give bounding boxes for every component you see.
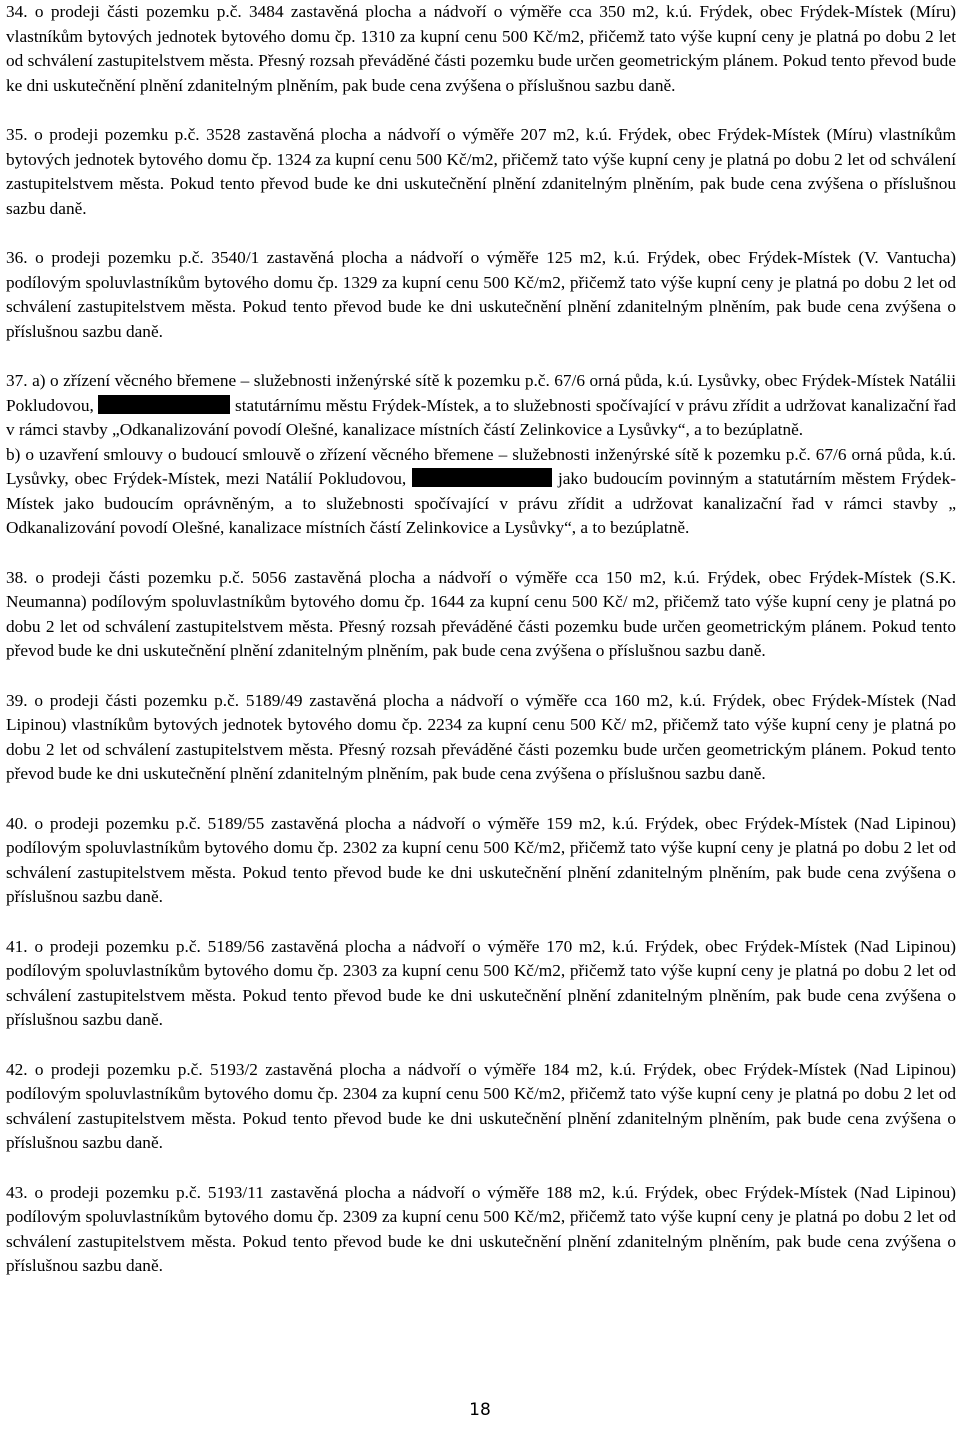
item-number: 35. xyxy=(6,124,28,144)
item-text: o prodeji pozemku p.č. 5193/11 zastavěná plocha a nádvoří o výměře 188 m2, k.ú. Frýdek, obec Frýdek-Místek (Nad Lipinou) podílovým spoluvlastníkům bytového domu čp. 2309 za kupní cenu 500 Kč/m2, přičemž tato výše kupní ceny je platná po dobu 2 let od schválení zastupitelstvem města. Pokud tento převod bude ke dni uskutečnění plnění zdanitelným plněním, pak bude cena zvýšena o příslušnou sazbu daně. xyxy=(6,1182,956,1276)
resolution-item-41 xyxy=(6,935,956,1033)
resolution-item-39 xyxy=(6,689,956,787)
redacted-block xyxy=(98,395,230,414)
item-paragraph xyxy=(6,0,956,98)
item-paragraph xyxy=(6,1058,956,1156)
item-text: o prodeji pozemku p.č. 5189/55 zastavěná plocha a nádvoří o výměře 159 m2, k.ú. Frýdek, obec Frýdek-Místek (Nad Lipinou) podílovým spoluvlastníkům bytového domu čp. 2302 za kupní cenu 500 Kč/m2, přičemž tato výše kupní ceny je platná po dobu 2 let od schválení zastupitelstvem města. Pokud tento převod bude ke dni uskutečnění plnění zdanitelným plněním, pak bude cena zvýšena o příslušnou sazbu daně. xyxy=(6,813,956,907)
item-37-part-b xyxy=(6,443,956,541)
item-paragraph xyxy=(6,935,956,1033)
item-paragraph xyxy=(6,246,956,344)
item-text: statutárnímu městu Frýdek-Místek, a to služebnosti spočívající v právu zřídit a udržovat kanalizační řad v rámci stavby „Odkanalizování povodí Olešné, kanalizace místních částí Zelinkovice a Lysůvky“, a to bezúplatně. xyxy=(6,395,956,440)
resolution-item-35 xyxy=(6,123,956,221)
item-text: o prodeji pozemku p.č. 3528 zastavěná plocha a nádvoří o výměře 207 m2, k.ú. Frýdek, obec Frýdek-Místek (Míru) vlastníkům bytových jednotek bytového domu čp. 1324 za kupní cenu 500 Kč/m2, přičemž tato výše kupní ceny je platná po dobu 2 let od schválení zastupitelstvem města. Pokud tento převod bude ke dni uskutečnění plnění zdanitelným plněním, pak bude cena zvýšena o příslušnou sazbu daně. xyxy=(6,124,956,218)
item-37-part-a xyxy=(6,369,956,443)
item-number: 36. xyxy=(6,247,28,267)
item-text: o prodeji části pozemku p.č. 3484 zastavěná plocha a nádvoří o výměře cca 350 m2, k.ú. Frýdek, obec Frýdek-Místek (Míru) vlastníkům bytových jednotek bytového domu čp. 1310 za kupní cenu 500 Kč/m2, přičemž tato výše kupní ceny je platná po dobu 2 let od schválení zastupitelstvem města. Přesný rozsah převáděné části pozemku bude určen geometrickým plánem. Pokud tento převod bude ke dni uskutečnění plnění zdanitelným plněním, pak bude cena zvýšena o příslušnou sazbu daně. xyxy=(6,2,956,95)
item-text: o prodeji pozemku p.č. 3540/1 zastavěná plocha a nádvoří o výměře 125 m2, k.ú. Frýdek, obec Frýdek-Místek (V. Vantucha) podílovým spoluvlastníkům bytového domu čp. 1329 za kupní cenu 500 Kč/m2, přičemž tato výše kupní ceny je platná po dobu 2 let od schválení zastupitelstvem města. Pokud tento převod bude ke dni uskutečnění plnění zdanitelným plněním, pak bude cena zvýšena o příslušnou sazbu daně. xyxy=(6,247,956,341)
item-text: o prodeji části pozemku p.č. 5056 zastavěná plocha a nádvoří o výměře cca 150 m2, k.ú. Frýdek, obec Frýdek-Místek (S.K. Neumanna) podílovým spoluvlastníkům bytového domu čp. 1644 za kupní cenu 500 Kč/ m2, přičemž tato výše kupní ceny je platná po dobu 2 let od schválení zastupitelstvem města. Přesný rozsah převáděné části pozemku bude určen geometrickým plánem. Pokud tento převod bude ke dni uskutečnění plnění zdanitelným plněním, pak bude cena zvýšena o příslušnou sazbu daně. xyxy=(6,567,956,661)
item-text: a) o zřízení věcného břemene – služebnosti inženýrské sítě k pozemku p.č. 67/6 orná půda, k.ú. Lysůvky, obec Frýdek-Místek Natálii Pokludovou, xyxy=(6,370,957,415)
item-paragraph xyxy=(6,1181,956,1279)
item-number: 43. xyxy=(6,1182,28,1202)
item-paragraph xyxy=(6,123,956,221)
resolution-item-38 xyxy=(6,566,956,664)
redacted-block xyxy=(412,468,552,487)
item-number: 34. xyxy=(6,2,28,21)
resolution-item-34 xyxy=(6,0,956,98)
item-paragraph xyxy=(6,566,956,664)
resolution-item-36 xyxy=(6,246,956,344)
item-text: jako budoucím povinným a statutárním městem Frýdek-Místek jako budoucím oprávněným, a to služebnosti spočívající v právu zřídit a udržovat kanalizační řad v rámci stavby „ Odkanalizování povodí Olešné, kanalizace místních částí Zelinkovice a Lysůvky“, a to bezúplatně. xyxy=(6,469,956,538)
item-number: 40. xyxy=(6,813,28,833)
item-number: 41. xyxy=(6,936,28,956)
item-text: o prodeji části pozemku p.č. 5189/49 zastavěná plocha a nádvoří o výměře cca 160 m2, k.ú. Frýdek, obec Frýdek-Místek (Nad Lipinou) vlastníkům bytových jednotek bytového domu čp. 2234 za kupní cenu 500 Kč/ m2, přičemž tato výše kupní ceny je platná po dobu 2 let od schválení zastupitelstvem města. Přesný rozsah převáděné části pozemku bude určen geometrickým plánem. Pokud tento převod bude ke dni uskutečnění plnění zdanitelným plněním, pak bude cena zvýšena o příslušnou sazbu daně. xyxy=(6,690,956,784)
resolution-item-40 xyxy=(6,812,956,910)
item-number: 42. xyxy=(6,1059,28,1079)
resolution-item-43 xyxy=(6,1181,956,1279)
resolution-item-42 xyxy=(6,1058,956,1156)
resolution-item-37 xyxy=(6,369,956,541)
item-text: o prodeji pozemku p.č. 5193/2 zastavěná plocha a nádvoří o výměře 184 m2, k.ú. Frýdek, obec Frýdek-Místek (Nad Lipinou) podílovým spoluvlastníkům bytového domu čp. 2304 za kupní cenu 500 Kč/m2, přičemž tato výše kupní ceny je platná po dobu 2 let od schválení zastupitelstvem města. Pokud tento převod bude ke dni uskutečnění plnění zdanitelným plněním, pak bude cena zvýšena o příslušnou sazbu daně. xyxy=(6,1059,956,1153)
document-page xyxy=(6,0,956,1303)
page-number: 18 xyxy=(469,1400,491,1420)
item-text: o prodeji pozemku p.č. 5189/56 zastavěná plocha a nádvoří o výměře 170 m2, k.ú. Frýdek, obec Frýdek-Místek (Nad Lipinou) podílovým spoluvlastníkům bytového domu čp. 2303 za kupní cenu 500 Kč/m2, přičemž tato výše kupní ceny je platná po dobu 2 let od schválení zastupitelstvem města. Pokud tento převod bude ke dni uskutečnění plnění zdanitelným plněním, pak bude cena zvýšena o příslušnou sazbu daně. xyxy=(6,936,956,1030)
item-paragraph xyxy=(6,812,956,910)
item-paragraph xyxy=(6,689,956,787)
item-text: b) o uzavření smlouvy o budoucí smlouvě o zřízení věcného břemene – služebnosti inženýrské sítě k pozemku p.č. 67/6 orná půda, k.ú. Lysůvky, obec Frýdek-Místek, mezi Natálií Pokludovou, xyxy=(6,444,956,489)
item-number: 39. xyxy=(6,690,28,710)
item-number: 37. xyxy=(6,370,28,390)
item-number: 38. xyxy=(6,567,28,587)
